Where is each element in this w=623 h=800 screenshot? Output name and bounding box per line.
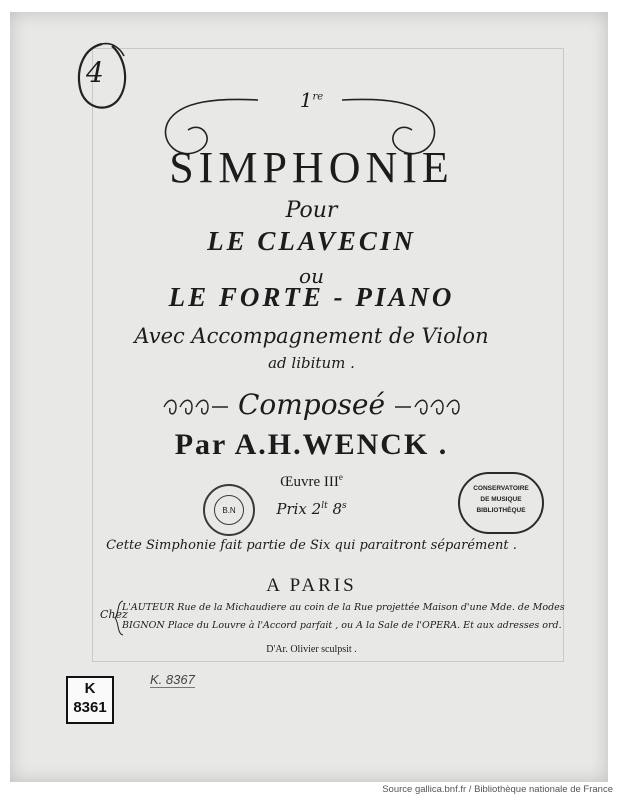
stamp-round-center: B.N [214,495,244,525]
ad-libitum-text: ad libitum . [268,354,355,372]
right-scroll-ornament [393,396,463,418]
instrument-clavecin: LE CLAVECIN [207,226,416,256]
compose-text: Composeé [237,388,386,421]
composer-name: Par A.H.WENCK . [174,428,449,461]
address-line-2: BIGNON Place du Louvre à l'Accord parfait , ou A la Sale de l'OPERA. Et aux adresses ord. [122,620,562,631]
shelfmark-label [66,676,114,724]
shelfmark-number: 8361 [73,699,107,716]
opus-number: Œuvre IIIe [280,472,343,490]
ou-text: ou [299,264,324,288]
instrument-forte-piano: LE FORTE - PIANO [168,282,455,312]
series-note: Cette Simphonie fait partie de Six qui paraitront séparément . [106,538,517,553]
manuscript-number: 4 [86,56,104,89]
source-credit: Source gallica.bnf.fr / Bibliothèque nationale de France [382,784,613,795]
library-stamp-round [203,484,255,536]
publication-place: A PARIS [266,575,357,596]
stamp-line-2: DE MUSIQUE [480,496,522,503]
ordinal-number: 1re [299,88,324,112]
chez-label: Chez [100,608,128,621]
page-title: SIMPHONIE [169,143,454,192]
accompaniment-text: Avec Accompagnement de Violon [134,324,489,348]
shelfmark-letter: K [84,680,96,697]
engraver-credit: D'Ar. Olivier sculpsit . [266,644,357,655]
pour-text: Pour [285,198,338,223]
address-line-1: L'AUTEUR Rue de la Michaudiere au coin de la Rue projettée Maison d'une Mde. de Modes [122,602,565,613]
stamp-line-1: CONSERVATOIRE [473,485,529,492]
conservatoire-stamp [458,472,544,534]
pencil-shelfmark: K. 8367 [150,672,195,687]
price-text: Prix $2^{lt}$ 8$^s$ [276,500,347,518]
stamp-line-3: BIBLIOTHÈQUE [476,507,526,514]
